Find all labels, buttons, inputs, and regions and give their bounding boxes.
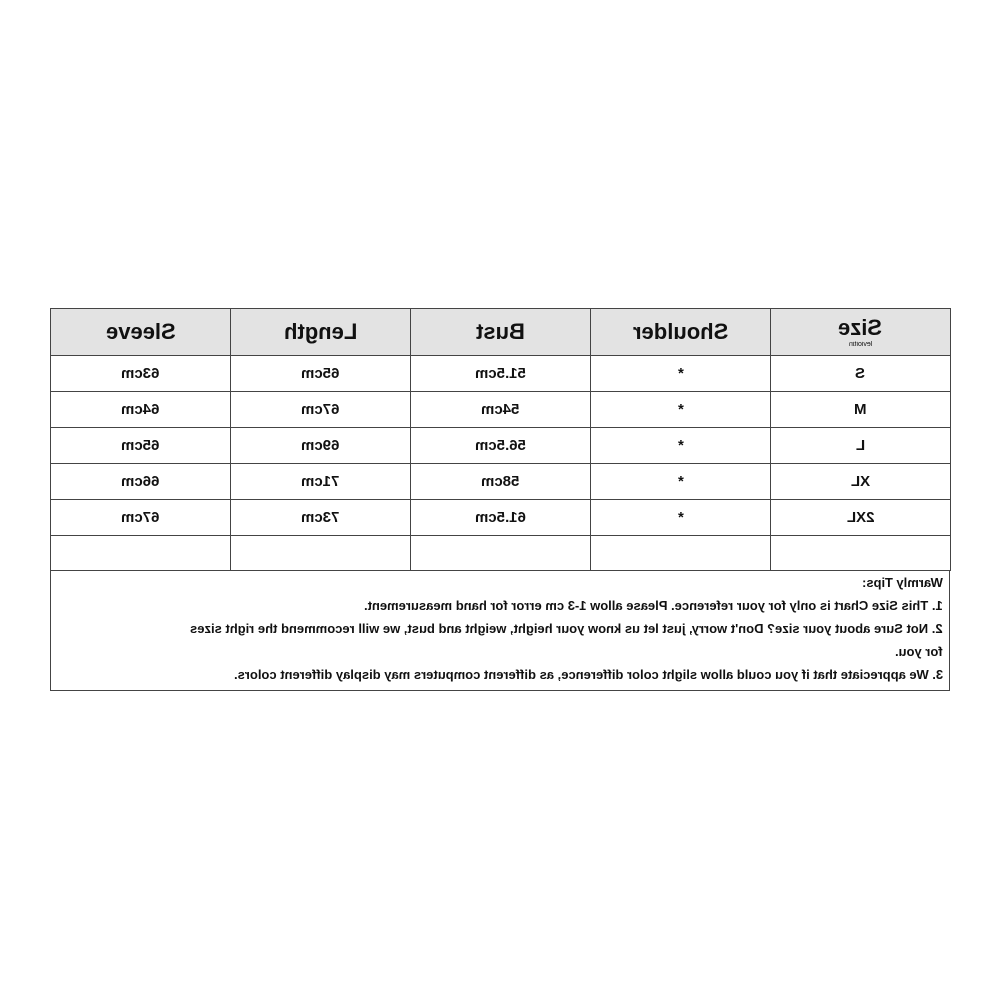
tips-line-2-cont: for you. — [895, 644, 943, 659]
tips-line-3: 3. We appreciate that if you could allow slight color difference, as different computers may display different colors. — [233, 667, 943, 682]
cell-sleeve: 66cm — [51, 464, 231, 500]
cell-size: XL — [771, 464, 951, 500]
header-size-label: Size — [838, 315, 883, 340]
empty-cell — [411, 536, 591, 571]
warmly-tips — [50, 570, 950, 691]
cell-size: M — [771, 392, 951, 428]
cell-shoulder: * — [591, 500, 771, 536]
header-size-sublabel: levioitin — [848, 341, 873, 348]
cell-length: 71cm — [231, 464, 411, 500]
cell-length: 73cm — [231, 500, 411, 536]
table-row — [51, 356, 951, 392]
tips-line-1: 1. This Size Chart is only for your reference. Please allow 1-3 cm error for hand measurement. — [364, 598, 943, 613]
tips-title: Warmly Tips: — [862, 575, 943, 590]
header-row — [51, 309, 951, 356]
header-size — [771, 309, 951, 356]
cell-size: 2XL — [771, 500, 951, 536]
empty-cell — [231, 536, 411, 571]
header-sleeve: Sleeve — [51, 309, 231, 356]
cell-bust: 56.5cm — [411, 428, 591, 464]
cell-bust: 54cm — [411, 392, 591, 428]
cell-bust: 61.5cm — [411, 500, 591, 536]
tips-line-2: 2. Not Sure about your size? Don't worry, just let us know your height, weight and bust, we will recommend the right sizes — [190, 621, 943, 636]
size-chart — [50, 308, 950, 691]
cell-sleeve: 67cm — [51, 500, 231, 536]
cell-bust: 51.5cm — [411, 356, 591, 392]
header-bust: Bust — [411, 309, 591, 356]
cell-shoulder: * — [591, 428, 771, 464]
cell-size: S — [771, 356, 951, 392]
table-row — [51, 392, 951, 428]
table-row — [51, 464, 951, 500]
cell-length: 67cm — [231, 392, 411, 428]
cell-shoulder: * — [591, 392, 771, 428]
empty-cell — [51, 536, 231, 571]
table-row — [51, 500, 951, 536]
empty-cell — [771, 536, 951, 571]
header-length: Length — [231, 309, 411, 356]
cell-size: L — [771, 428, 951, 464]
empty-cell — [591, 536, 771, 571]
cell-sleeve: 64cm — [51, 392, 231, 428]
table-row — [51, 428, 951, 464]
cell-sleeve: 63cm — [51, 356, 231, 392]
cell-sleeve: 65cm — [51, 428, 231, 464]
cell-bust: 58cm — [411, 464, 591, 500]
header-shoulder: Shoulder — [591, 309, 771, 356]
cell-length: 65cm — [231, 356, 411, 392]
table-row-empty — [51, 536, 951, 571]
cell-length: 69cm — [231, 428, 411, 464]
cell-shoulder: * — [591, 464, 771, 500]
size-table — [50, 308, 951, 571]
cell-shoulder: * — [591, 356, 771, 392]
